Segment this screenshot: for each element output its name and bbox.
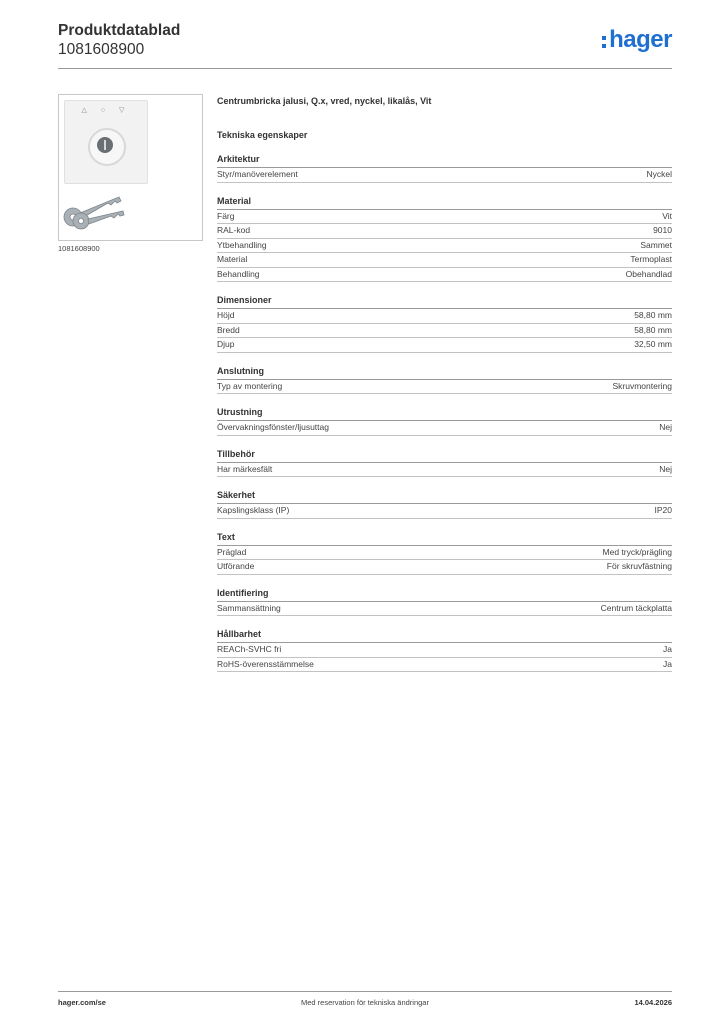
- spec-label: Färg: [217, 210, 235, 221]
- section-title: Utrustning: [217, 406, 672, 421]
- section-title: Text: [217, 531, 672, 546]
- spec-section: [217, 448, 672, 478]
- section-title: Anslutning: [217, 365, 672, 380]
- spec-label: Styr/manöverelement: [217, 169, 298, 179]
- section-title: Hållbarhet: [217, 628, 672, 643]
- spec-row: [217, 338, 672, 353]
- product-name: Centrumbricka jalusi, Q.x, vred, nyckel, likalås, Vit: [217, 96, 432, 106]
- spec-value: 58,80 mm: [634, 310, 672, 320]
- section-title: Arkitektur: [217, 153, 672, 168]
- spec-row: [217, 210, 672, 225]
- spec-label: Präglad: [217, 546, 247, 557]
- section-title: Säkerhet: [217, 489, 672, 504]
- technical-properties-heading: Tekniska egenskaper: [217, 130, 308, 140]
- spec-section: [217, 587, 672, 617]
- spec-value: Termoplast: [630, 254, 672, 264]
- spec-row: [217, 421, 672, 436]
- spec-row: [217, 309, 672, 324]
- spec-value: IP20: [654, 505, 672, 515]
- spec-section: [217, 628, 672, 672]
- spec-value: Obehandlad: [625, 268, 672, 279]
- logo-dots-icon: [602, 36, 606, 48]
- product-details: [217, 95, 672, 672]
- spec-label: Övervakningsfönster/ljusuttag: [217, 422, 329, 432]
- document-header: [58, 22, 180, 59]
- spec-value: Centrum täckplatta: [600, 602, 672, 613]
- spec-row: [217, 560, 672, 575]
- product-image: [58, 94, 203, 241]
- spec-value: För skruvfästning: [606, 561, 672, 571]
- spec-section: [217, 365, 672, 395]
- spec-label: Bredd: [217, 324, 240, 335]
- spec-sections: [217, 153, 672, 672]
- section-title: Dimensioner: [217, 294, 672, 309]
- spec-value: Sammet: [640, 239, 672, 250]
- hager-logo: [602, 28, 672, 52]
- cover-plate-image: [64, 100, 148, 184]
- spec-value: Ja: [663, 658, 672, 669]
- key-slot-icon: [104, 140, 106, 150]
- spec-row: [217, 239, 672, 254]
- product-number: 1081608900: [58, 41, 145, 58]
- spec-row: [217, 268, 672, 283]
- spec-label: Material: [217, 254, 248, 264]
- spec-section: [217, 531, 672, 575]
- spec-label: Kapslingsklass (IP): [217, 505, 290, 515]
- footer-divider: [58, 991, 672, 992]
- spec-section: [217, 294, 672, 353]
- spec-row: [217, 380, 672, 395]
- spec-label: Har märkesfält: [217, 463, 273, 474]
- spec-label: Utförande: [217, 561, 255, 571]
- spec-label: Höjd: [217, 310, 235, 320]
- spec-value: Nej: [659, 463, 672, 474]
- spec-row: [217, 324, 672, 339]
- spec-label: REACh-SVHC fri: [217, 644, 282, 654]
- spec-row: [217, 224, 672, 239]
- spec-row: [217, 643, 672, 658]
- spec-row: [217, 602, 672, 617]
- spec-label: Typ av montering: [217, 380, 283, 391]
- spec-section: [217, 489, 672, 519]
- spec-value: Nyckel: [646, 169, 672, 179]
- spec-value: 9010: [653, 225, 672, 235]
- spec-row: [217, 504, 672, 519]
- section-title: Identifiering: [217, 587, 672, 602]
- spec-row: [217, 168, 672, 183]
- spec-value: Vit: [662, 210, 672, 221]
- spec-value: 32,50 mm: [634, 339, 672, 349]
- footer-date: 14.04.2026: [634, 998, 672, 1007]
- section-title: Tillbehör: [217, 448, 672, 463]
- blind-arrows-icon: △ ○ ▽: [81, 107, 131, 114]
- footer-website: hager.com/se: [58, 998, 106, 1007]
- spec-value: Ja: [663, 644, 672, 654]
- spec-row: [217, 546, 672, 561]
- document-title: Produktdatablad: [58, 22, 181, 39]
- spec-label: Ytbehandling: [217, 239, 267, 250]
- spec-section: [217, 153, 672, 183]
- logo-text: hager: [609, 26, 672, 53]
- spec-section: [217, 406, 672, 436]
- spec-value: Med tryck/prägling: [602, 546, 672, 557]
- spec-row: [217, 658, 672, 673]
- header-divider: [58, 68, 672, 69]
- spec-label: RAL-kod: [217, 225, 251, 235]
- spec-label: Sammansättning: [217, 602, 281, 613]
- spec-value: Nej: [659, 422, 672, 432]
- spec-section: [217, 195, 672, 283]
- spec-label: Djup: [217, 339, 235, 349]
- footer-disclaimer: Med reservation för tekniska ändringar: [301, 998, 429, 1007]
- spec-value: Skruvmontering: [612, 380, 672, 391]
- section-title: Material: [217, 195, 672, 210]
- spec-label: RoHS-överensstämmelse: [217, 658, 314, 669]
- spec-label: Behandling: [217, 268, 260, 279]
- spec-value: 58,80 mm: [634, 324, 672, 335]
- spec-row: [217, 253, 672, 268]
- image-caption: 1081608900: [58, 244, 100, 253]
- keys-icon: [61, 187, 126, 233]
- spec-row: [217, 463, 672, 478]
